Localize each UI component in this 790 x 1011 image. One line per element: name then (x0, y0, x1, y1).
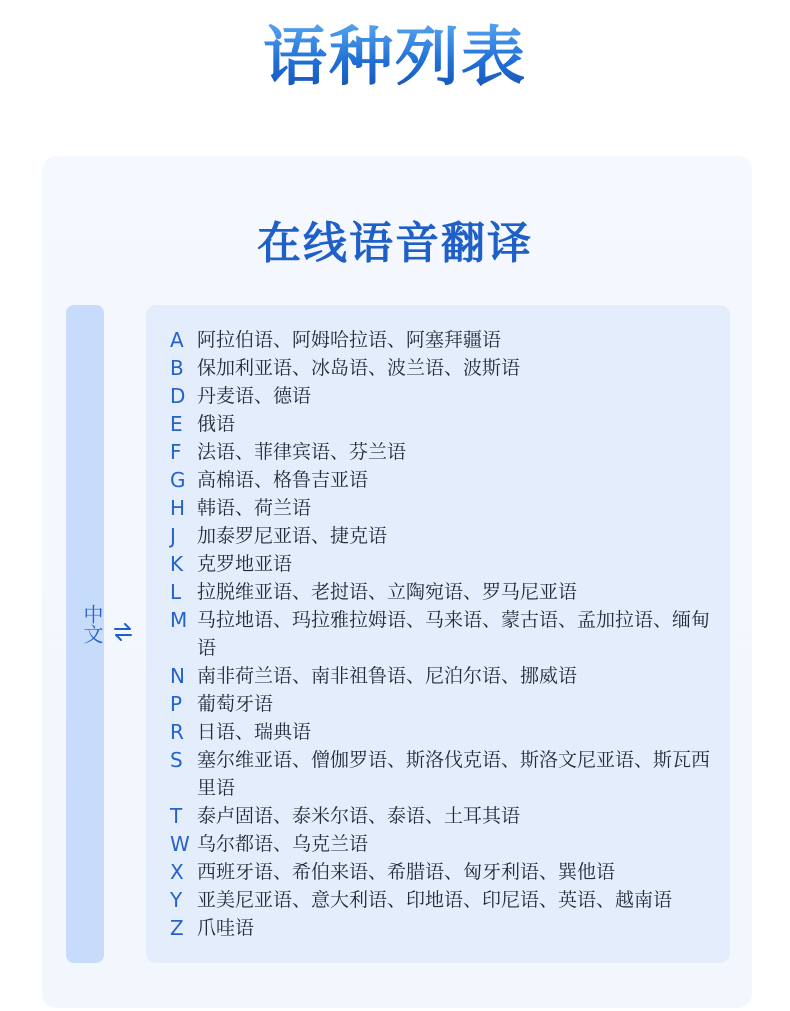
index-letter: T (170, 804, 183, 828)
language-row-e (170, 410, 725, 438)
language-row-b (170, 354, 725, 382)
swap-arrows-icon (112, 621, 134, 643)
language-names: 亚美尼亚语、意大利语、印地语、印尼语、英语、越南语 (197, 889, 673, 911)
language-names: 拉脱维亚语、老挝语、立陶宛语、罗马尼亚语 (197, 581, 578, 603)
language-names: 爪哇语 (197, 917, 255, 939)
page-title: 语种列表 (0, 20, 790, 96)
language-names: 阿拉伯语、阿姆哈拉语、阿塞拜疆语 (197, 329, 502, 351)
source-language-label (66, 604, 104, 644)
language-list (170, 326, 725, 942)
index-letter: H (170, 496, 186, 520)
language-row-n (170, 662, 725, 690)
index-letter: S (170, 748, 183, 772)
language-names: 克罗地亚语 (197, 553, 293, 575)
language-names: 俄语 (197, 413, 236, 435)
index-letter: Z (170, 916, 184, 940)
language-names: 韩语、荷兰语 (197, 497, 312, 519)
language-row-m (170, 606, 725, 662)
language-row-w (170, 830, 725, 858)
language-names: 南非荷兰语、南非祖鲁语、尼泊尔语、挪威语 (197, 665, 578, 687)
language-row-z (170, 914, 725, 942)
index-letter: P (170, 692, 183, 716)
language-row-f (170, 438, 725, 466)
language-names: 法语、菲律宾语、芬兰语 (197, 441, 407, 463)
language-row-j (170, 522, 725, 550)
card-title: 在线语音翻译 (257, 218, 533, 269)
index-letter: Y (170, 888, 183, 912)
index-letter: R (170, 720, 184, 744)
source-language-char-2: 文 (80, 624, 104, 644)
language-row-g (170, 466, 725, 494)
index-letter: K (170, 552, 184, 576)
language-row-s (170, 746, 725, 802)
index-letter: A (170, 328, 184, 352)
language-names: 塞尔维亚语、僧伽罗语、斯洛伐克语、斯洛文尼亚语、斯瓦西里语 (197, 749, 711, 799)
language-row-x (170, 858, 725, 886)
language-names: 丹麦语、德语 (197, 385, 312, 407)
language-names: 马拉地语、玛拉雅拉姆语、马来语、蒙古语、孟加拉语、缅甸语 (197, 609, 711, 659)
source-language-char-1: 中 (80, 604, 104, 624)
index-letter: N (170, 664, 185, 688)
language-row-y (170, 886, 725, 914)
language-names: 乌尔都语、乌克兰语 (197, 833, 369, 855)
language-names: 泰卢固语、泰米尔语、泰语、土耳其语 (197, 805, 521, 827)
language-row-r (170, 718, 725, 746)
language-row-p (170, 690, 725, 718)
language-row-l (170, 578, 725, 606)
index-letter: J (170, 524, 176, 548)
index-letter: E (170, 412, 183, 436)
language-names: 加泰罗尼亚语、捷克语 (197, 525, 388, 547)
index-letter: F (170, 440, 182, 464)
index-letter: X (170, 860, 184, 884)
language-row-t (170, 802, 725, 830)
index-letter: M (170, 608, 188, 632)
index-letter: W (170, 832, 190, 856)
language-names: 高棉语、格鲁吉亚语 (197, 469, 369, 491)
language-names: 西班牙语、希伯来语、希腊语、匈牙利语、巽他语 (197, 861, 616, 883)
index-letter: L (170, 580, 182, 604)
language-names: 葡萄牙语 (197, 693, 274, 715)
language-row-a (170, 326, 725, 354)
language-names: 保加利亚语、冰岛语、波兰语、波斯语 (197, 357, 521, 379)
index-letter: B (170, 356, 184, 380)
language-row-k (170, 550, 725, 578)
language-names: 日语、瑞典语 (197, 721, 312, 743)
language-row-d (170, 382, 725, 410)
language-row-h (170, 494, 725, 522)
index-letter: G (170, 468, 186, 492)
index-letter: D (170, 384, 186, 408)
